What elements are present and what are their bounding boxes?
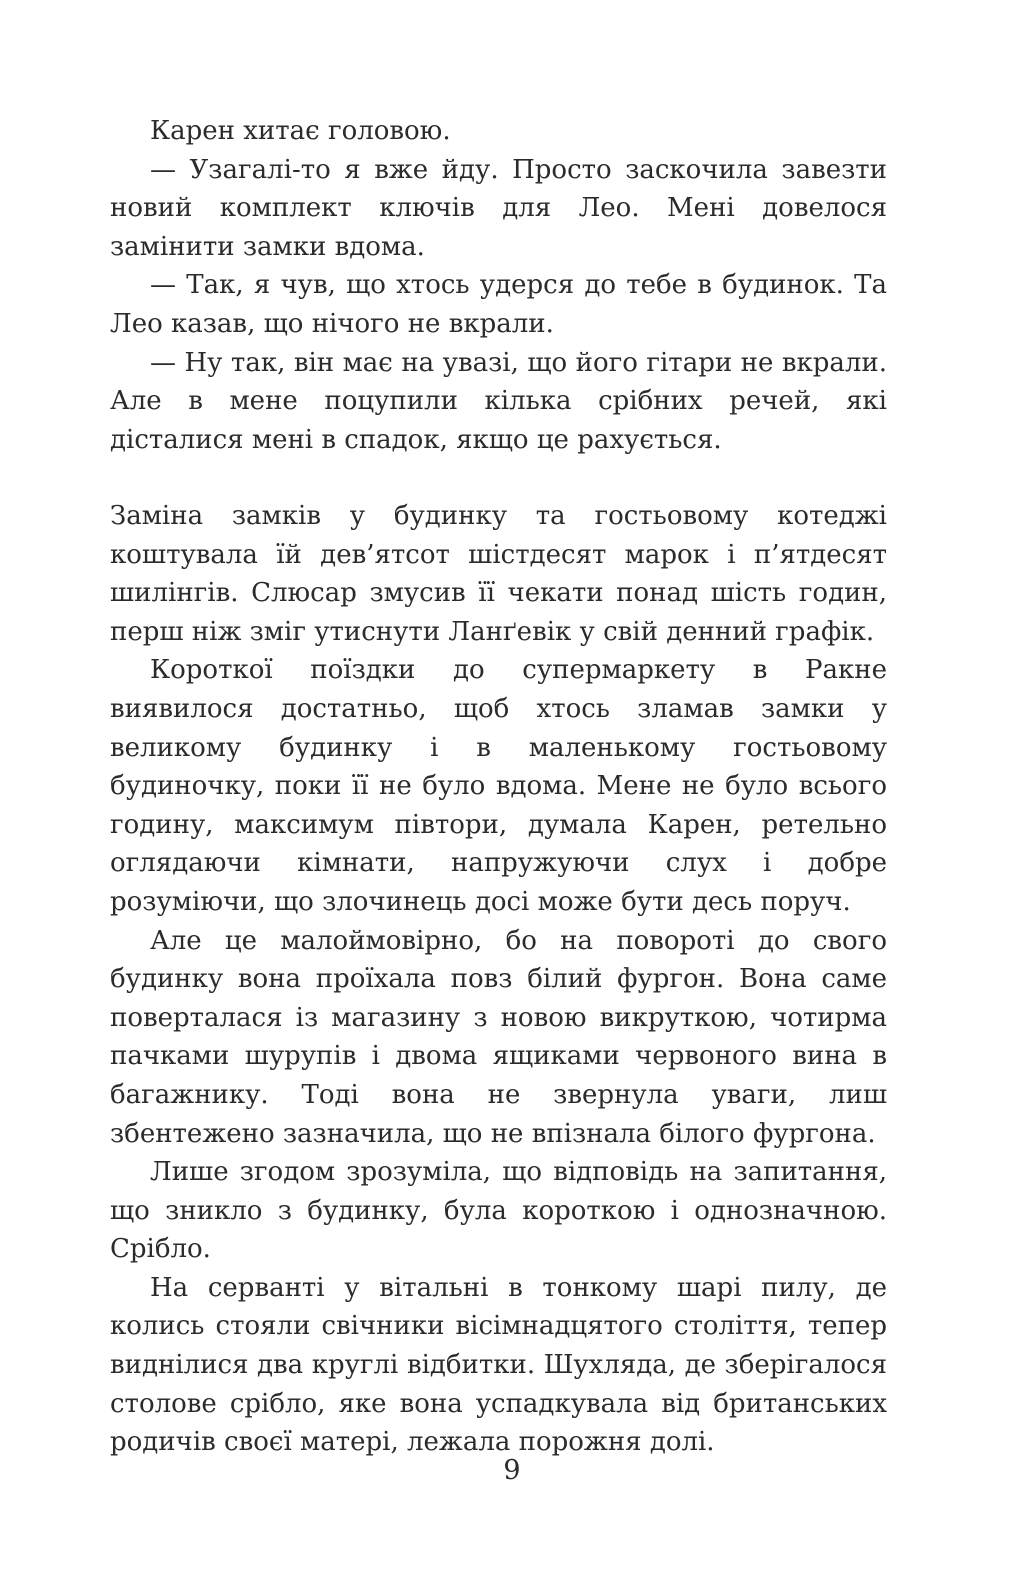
paragraph: Карен хитає головою. <box>150 116 451 146</box>
paragraph: Заміна замків у будинку та гостьовому котеджі коштувала їй дев’ятсот шістдесят марок і п’ятдесят шилінгів. Слюсар змусив її чекати понад шість годин, перш ніж зміг утиснути Ланґевік у свій денний графік. <box>110 501 887 647</box>
paragraph: — Узагалі-то я вже йду. Просто заскочила завезти новий комплект ключів для Лео. Мені довелося замінити замки вдома. <box>110 154 887 262</box>
paragraph: Лише згодом зрозуміла, що відповідь на запитання, що зникло з будинку, була короткою і однозначною. Срібло. <box>110 1157 887 1265</box>
narrative-section <box>110 497 887 1462</box>
paragraph: — Ну так, він має на увазі, що його гітари не вкрали. Але в мене поцупили кілька срібних речей, які дісталися мені в спадок, якщо це рахується. <box>110 347 887 455</box>
paragraph: — Так, я чув, що хтось удерся до тебе в будинок. Та Лео казав, що нічого не вкрали. <box>110 270 887 339</box>
paragraph: Короткої поїздки до супермаркету в Ракне виявилося достатньо, щоб хтось зламав замки у великому будинку і в маленькому гостьовому будиночку, поки її не було вдома. Мене не було всього годину, максимум півтори, думала Карен, ретельно оглядаючи кімнати, напружуючи слух і добре розуміючи, що злочинець досі може бути десь поруч. <box>110 655 887 917</box>
paragraph: Але це малоймовірно, бо на повороті до свого будинку вона проїхала повз білий фургон. Вона саме поверталася із магазину з новою викруткою, чотирма пачками шурупів і двома ящиками червоного вина в багажнику. Тоді вона не звернула уваги, лиш збентежено зазначила, що не впізнала білого фургона. <box>110 925 887 1149</box>
paragraph: На серванті у вітальні в тонкому шарі пилу, де колись стояли свічники вісімнадцятого століття, тепер виднілися два круглі відбитки. Шухляда, де зберігалося столове срібло, яке вона успадкувала від британських родичів своєї матері, лежала порожня долі. <box>110 1272 887 1458</box>
page-number: 9 <box>503 1455 521 1486</box>
dialogue-section <box>110 112 887 459</box>
